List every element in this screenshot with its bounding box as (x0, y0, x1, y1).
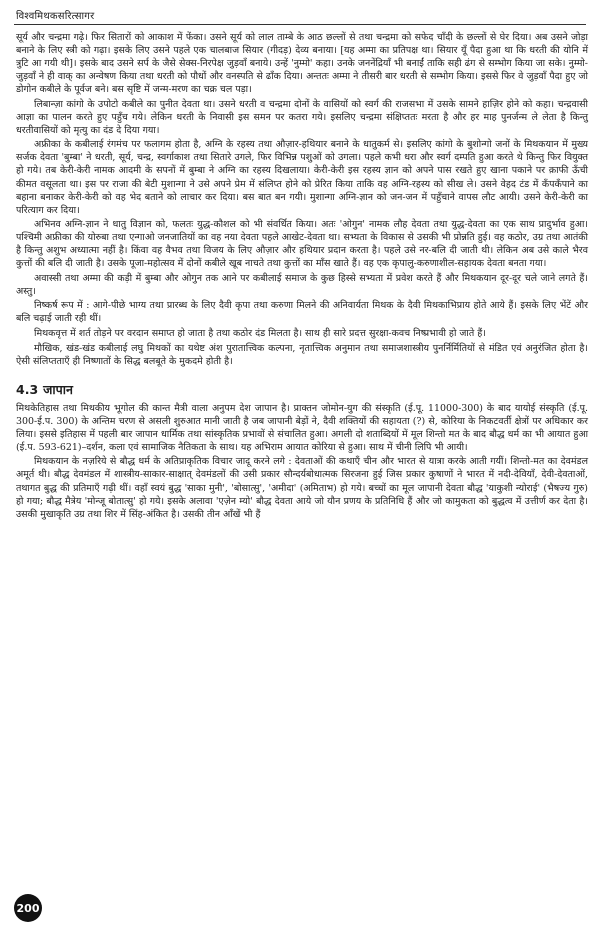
paragraph: लिबान्ज़ा कांगो के उपोटो कबीले का पुनीत देवता था। उसने धरती व चन्द्रमा दोनों के वासियों को स्वर्ग की राजसभा में उसके सामने हाज़िर होने को कहा। चन्द्रवासी आज्ञा का पालन करते हुए पहुँच गये। लेकिन धरती के निवासी इस समन पर कतरा गये। इसलिए चन्द्रमा संक्षिप्ततः मरता है और हर माह पुनर्जन्म ले लेता है किन्तु धरतीवासियों को मृत्यु का दंड दे दिया गया। (16, 98, 588, 136)
paragraph: सूर्य और चन्द्रमा गढ़े। फिर सितारों को आकाश में फेंका। उसने सूर्य को लाल ताम्बे के आठ छल्लों से तथा चन्द्रमा को सफेद चाँदी के छल्लों से घेर दिया। अब उसने जोड़ा बनाने के लिए स्त्री को गढ़ा। इसके लिए उसने पहले एक चालबाज सियार (गीदड़) देव्य बनाया। [यह अम्मा का प्रतिपक्ष था। सियार यूँ पैदा हुआ था कि धरती की योनि में त्रुटि आ गयी थी]। इसके बाद उसने सर्प के जैसे सेक्स-निरपेक्ष जुड़वाँ बनाये। उन्हें 'नुम्मो' कहा। उनके जननेंद्रियाँ भी बनाईं ताकि सही ढंग से सम्भोग किया जा सके। नुम्मो-जुड़वाँ ने ही वाक् का अन्वेषण किया तथा धरती को पौधों और वनस्पति से ढाँक दिया। अन्ततः अम्मा ने तीसरी बार धरती से सम्भोग किया। इससे फिर वे जुड़वाँ पैदा हुए जो डोगोन कबीले के पूर्वज बने। बस सृष्टि में जन्म-मरण का चक्र चल पड़ा। (16, 32, 588, 96)
page-number-badge: 200 (14, 894, 42, 922)
paragraph: मिथकयान के नज़रिये से बौद्ध धर्म के अतिप्राकृतिक विचार जादू करने लगे : देवताओं की कथाएँ चीन और भारत से यात्रा करके आती गयीं। शिन्तो-मत का देवमंडल अमूर्त थी। बौद्ध देवमंडल में शास्त्रीय-साकार-साक्षात् देवमंडलों की उसी प्रकार सौन्दर्यबोधात्मक सिरजना हुई जिस प्रकार कुषाणों ने भारत में नदी-देवियाँ, देवी-देवताओं, तथागत बुद्ध की प्रतिमाएँ गढ़ी थीं। वहाँ स्वयं बुद्ध 'साका मुनी', 'बोसात्सु', 'अमीदा' (अमिताभ) हो गये। बच्चों का मूल जापानी देवता बौद्ध 'याकुशी न्योराई' (भैषज्य गुरु) हो गया; बौद्ध मैत्रेय 'मोन्जू बोतात्सु' हो गये। इसके अलावा 'एज़ेन म्यो' बौद्ध देवता आये जो यौन प्रणय के प्रतिनिधि हैं और जो कामुकता को बुद्धत्व में उत्तीर्ण कर देता है। उसकी मुखाकृति उग्र तथा शिर में सिंह-अंकित है। उसकी तीन आँखें भी हैं (16, 456, 588, 520)
paragraph: निष्कर्ष रूप में : आगे-पीछे भाग्य तथा प्रारब्ध के लिए दैवी कृपा तथा करुणा मिलने की अनिवार्यता मिथक के दैवी मिथकाभिप्राय होते आये हैं। इसके लिए भेंटें और बलि चढ़ाई जाती रही थीं। (16, 300, 588, 325)
paragraph: मिथकवृत्त में शर्त तोड़ने पर वरदान समाप्त हो जाता है तथा कठोर दंड मिलता है। साथ ही सारे प्रदत्त सुरक्षा-कवच निष्प्रभावी हो जाते हैं। (34, 328, 486, 340)
paragraph: अफ्रीका के कबीलाई रंगमंच पर फलागम होता है, अग्नि के रहस्य तथा औज़ार-हथियार बनाने के धातुकर्म से। इसलिए कांगो के बुशोन्गो जनों के मिथकयान में मुख्य सर्जक देवता 'बुम्बा' ने धरती, सूर्य, चन्द्र, स्वर्गाकाश तथा सितारे उगले, फिर विभिन्न पशुओं को उगला। पहले कभी धरा और स्वर्ग दम्पति हुआ करते थे किन्तु फिर वियुक्त हो गये। तब केरी-केरी नामक आदमी के सपनों में बुम्बा ने अग्नि का रहस्य दिखलाया। केरी-केरी इस रहस्य ज्ञान को अपने पास रखते हुए खाना पकाने पर क़ाफी ऊँची कीमत वसूलता था। इस पर राजा की बेटी मुशान्गा ने उसे अपने प्रेम में संलिप्त होने को प्रेरित किया ताकि वह अग्नि-रहस्य को सीख ले। उसने वेहद टंड में कँपकँपाने का बहाना बनाकर केरी-केरी को वह भेद बताने को लाचार कर दिया। बस बात बन गयी। मुशान्गा अग्नि-ज्ञान को जन-जन में पहुँचाने वापस लौट आयी। उसने केरी-केरी का परित्याग कर दिया। (16, 139, 588, 216)
paragraph: अभिनव अग्नि-ज्ञान ने धातु विज्ञान को, फलतः युद्ध-कौशल को भी संवर्धित किया। अतः 'ओगुन' नामक लौह देवता तथा युद्ध-देवता का एक साथ प्रादुर्भाव हुआ। पश्चिमी अफ्रीका की योरुबा तथा एन्गाओ जनजातियों का वह नया देवता पहले आखेट-देवता था। सभ्यता के विकास से उसकी भी प्रोन्नति हुई। वह कठोर, उग्र तथा आतंकी है किन्तु अशुभ अध्यात्मा नहीं है। किंवा वह वैभव तथा विजय के लिए औज़ार और हथियार प्रदान करता है। पहले उसे नर-बलि दी जाती थी। लेकिन अब उसे काले भैरव कुत्तों की बलि दी जाती है। उसके पूजा-महोत्सव में दोनों कबीले खूब नाचते तथा कुत्तों का माँस खाते हैं। वह एक कृपालु-करुणाशील-सहायक देवता बनता गया। (16, 219, 588, 270)
paragraph: अवास्सी तथा अम्मा की कड़ी में बुम्बा और ओगुन तक आने पर कबीलाई समाज के कुछ हिस्से सभ्यता में प्रवेश करते हैं और मिथकयान दूर-दूर चले जाने लगते हैं। अस्तु। (16, 272, 588, 297)
running-header: विश्वमिथकसरित्सागर (16, 11, 95, 22)
section-heading (16, 383, 588, 396)
paragraph: मिथकेतिहास तथा मिथकीय भूगोल की कान्त मैत्री वाला अनुपम देश जापान है। प्राक्तन जोमोन-युग की संस्कृति (ई.पू. 11000-300) के बाद यायोई संस्कृति (ई.पू. 300-ई.प. 300) के अन्तिम चरण से असली शुरुआत मानी जाती है जब जापानी बेड़ों ने, दैवी शक्तियों की सहायता (?) से, कोरिया के निकटवर्ती क्षेत्रों पर अधिकार कर लिया। इससे इतिहास में पहली बार जापान धार्मिक तथा सांस्कृतिक प्रभावों से संचालित हुआ। अगली दो शताब्दियों में मूल शिन्तो मत के बाद बौद्ध धर्म का भी आयात हुआ (ई.प. 593-621)–दर्शन, कला एवं सामाजिक नैतिकता के साथ। यह अभिराम आयात कोरिया से हुआ। साथ में चीनी लिपि भी आयी। (16, 402, 588, 453)
section-number: 4.3 (16, 381, 39, 397)
page-body (16, 31, 588, 522)
section-title: जापान (43, 381, 73, 397)
paragraph: मौखिक, खंड-खंड कबीलाई लघु मिथकों का यथेष्ट अंश पुरातात्त्विक कल्पना, नृतात्त्विक अनुमान तथा समाजशास्त्रीय पुनर्निर्मितियों से मंडित एवं अनुरंजित होता है। ऐसी संलिप्तताएँ ही निष्णातों के सिद्ध बलबूते के मुकदमे होती है। (16, 342, 588, 367)
header-rule (14, 24, 586, 25)
